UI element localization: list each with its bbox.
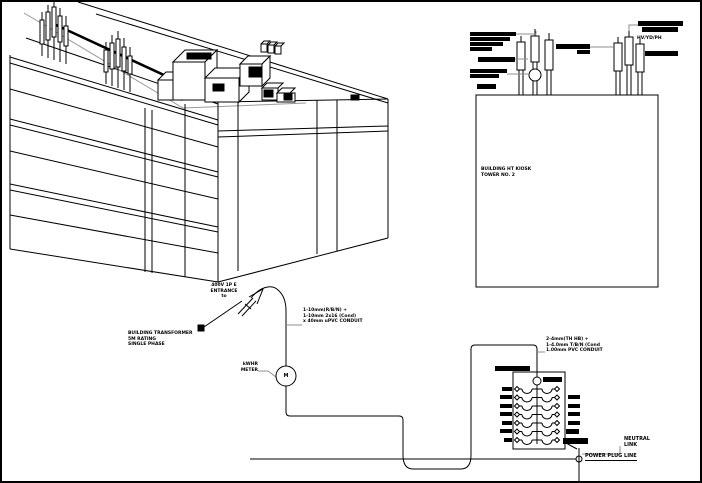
label-line: BUILDING TRANSFORMER: [128, 331, 193, 336]
meter-symbol: [281, 373, 291, 379]
service-entrance-label: [202, 283, 246, 300]
label-line: ENTRANCE: [210, 288, 238, 294]
circuit-label-bar: [500, 429, 512, 433]
circuit-label-bar: [500, 404, 512, 408]
antenna-cluster-1: [40, 1, 68, 64]
circuit-label-bar: [504, 438, 512, 442]
main-breaker-circle: [533, 377, 541, 385]
meter-label: [228, 362, 258, 373]
leader-lines: [258, 25, 645, 454]
label-line: BUILDING HT KIOSK: [481, 167, 532, 172]
label-line: 1-10mm 2x16 (Cond): [303, 313, 357, 319]
illegible-label-bar: [642, 27, 678, 32]
circuit-label-bar: [568, 404, 580, 408]
transformer-label: [128, 331, 192, 348]
illegible-label-bar: [470, 69, 507, 73]
neutral-link-bar: [563, 438, 588, 444]
label-line: 2-4mm(TH HB) +: [546, 337, 589, 342]
distribution-panel: [513, 372, 565, 449]
illegible-label-bar: [645, 51, 678, 56]
label-line: 1-10mm(R/B/N) +: [303, 308, 348, 313]
circuit-label-bar: [500, 412, 512, 416]
service-wiring: [198, 287, 582, 483]
panel-title-bar: [495, 366, 530, 371]
illegible-label-bar: [470, 47, 492, 51]
circuit-label-bar: [500, 395, 512, 399]
main-switch-label-bar: [543, 377, 562, 382]
illegible-label-bar: [470, 74, 499, 78]
label-line: 5M RATING: [128, 336, 156, 342]
neutral-link-label: [624, 436, 650, 449]
circuit-label-bar: [502, 387, 512, 391]
circuit-label-bar: [568, 395, 580, 399]
service-entrance-arrow: [249, 289, 263, 304]
overhead-phase-label: [637, 36, 662, 42]
label-line: to: [221, 294, 227, 300]
label-line: NEUTRAL: [624, 436, 650, 442]
label-line: POWER PLUG LINE: [585, 453, 637, 461]
illegible-label-bar: [477, 84, 496, 89]
illegible-label-bar: [556, 44, 590, 49]
circuit-label-bar: [568, 412, 580, 416]
riser-cable-label: [303, 308, 363, 325]
overhead-line-assembly: [517, 29, 644, 95]
rooftop-equipment: [158, 41, 295, 102]
kiosk-name-label: [481, 167, 531, 178]
antenna-cluster-2: [104, 31, 132, 92]
label-line: M: [283, 373, 289, 379]
illegible-label-bar: [470, 42, 503, 46]
label-line: SINGLE PHASE: [128, 342, 165, 348]
pothead-circle: [529, 69, 541, 81]
illegible-label-bar: [577, 50, 590, 54]
kiosk-outline: [476, 95, 658, 287]
label-line: 400V 1P E: [211, 283, 237, 288]
illegible-label-bar: [478, 57, 515, 62]
power-plug-label: [585, 453, 637, 461]
label-line: LINK: [624, 442, 638, 449]
label-line: HV/YD/PH: [637, 36, 662, 41]
label-line: 1-4.0mm T/B/N (Cond: [546, 342, 600, 348]
label-line: TOWER NO. 2: [481, 172, 515, 178]
circuit-label-bar: [566, 429, 579, 434]
illegible-label-bar: [638, 21, 683, 26]
label-line: 1.00mm PVC CONDUIT: [546, 348, 603, 354]
illegible-label-bar: [470, 32, 516, 36]
illegible-label-bar: [470, 37, 510, 41]
panel-cable-label: [546, 337, 603, 354]
circuit-label-bar: [502, 421, 512, 425]
label-line: x 40mm uPVC CONDUIT: [303, 319, 363, 325]
transformer-node: [198, 325, 204, 331]
label-line: METER: [240, 367, 258, 373]
label-line: kWHR: [242, 362, 258, 367]
circuit-label-bar: [568, 421, 580, 425]
